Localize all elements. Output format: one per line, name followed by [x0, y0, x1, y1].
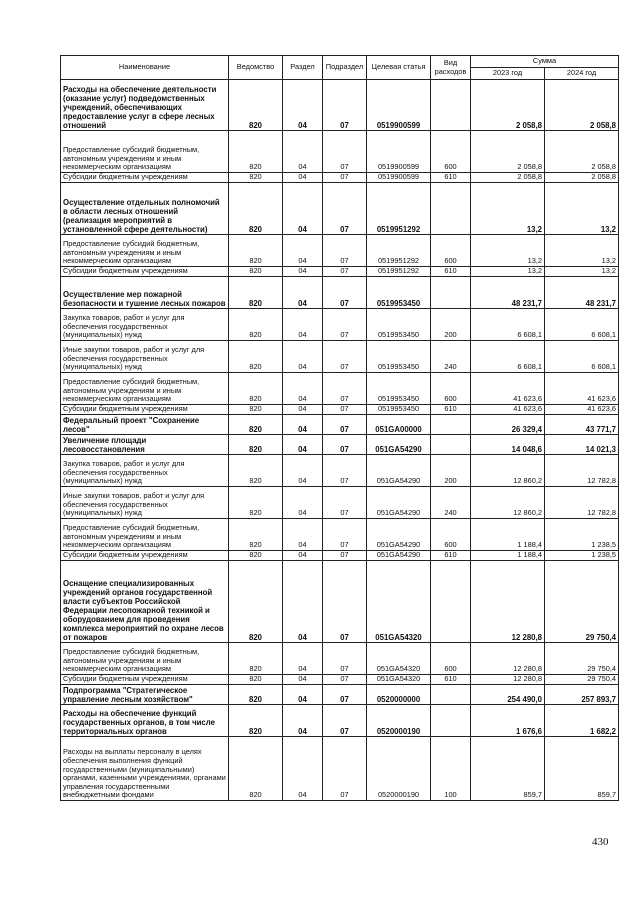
row-sum-2024: 12 782,8 [545, 487, 619, 519]
row-sum-2024: 257 893,7 [545, 685, 619, 705]
row-dept: 820 [229, 405, 283, 415]
row-sum-2023: 12 280,8 [471, 675, 545, 685]
row-name: Предоставление субсидий бюджетным, автономным учреждениям и иным некоммерческим организациям [61, 235, 229, 267]
header-subsection: Подраздел [323, 56, 367, 80]
row-dept: 820 [229, 309, 283, 341]
row-sum-2023: 26 329,4 [471, 415, 545, 435]
row-name: Субсидии бюджетным учреждениям [61, 675, 229, 685]
row-sum-2024: 13,2 [545, 235, 619, 267]
row-section: 04 [283, 455, 323, 487]
row-name: Закупка товаров, работ и услуг для обеспечения государственных (муниципальных) нужд [61, 309, 229, 341]
row-name: Оснащение специализированных учреждений органов государственной власти субъектов Российской Федерации лесопожарной техникой и оборудованием для проведения комплекса мероприятий по охране лесов от пожаров [61, 561, 229, 643]
table-row [61, 235, 619, 267]
row-type [431, 277, 471, 309]
header-sum: Сумма [471, 56, 619, 68]
row-sum-2023: 12 280,8 [471, 643, 545, 675]
row-type: 200 [431, 309, 471, 341]
row-target: 0519953450 [367, 405, 431, 415]
row-target: 0520000190 [367, 737, 431, 801]
row-sum-2023: 13,2 [471, 183, 545, 235]
table-row [61, 405, 619, 415]
row-sum-2023: 254 490,0 [471, 685, 545, 705]
row-sum-2024: 1 238,5 [545, 519, 619, 551]
row-sum-2023: 1 188,4 [471, 551, 545, 561]
row-section: 04 [283, 675, 323, 685]
row-sum-2023: 14 048,6 [471, 435, 545, 455]
table-row [61, 435, 619, 455]
row-sum-2024: 14 021,3 [545, 435, 619, 455]
row-sum-2024: 29 750,4 [545, 561, 619, 643]
row-dept: 820 [229, 435, 283, 455]
row-name: Увеличение площади лесовосстановления [61, 435, 229, 455]
row-type [431, 705, 471, 737]
row-subsection: 07 [323, 737, 367, 801]
row-name: Предоставление субсидий бюджетным, автономным учреждениям и иным некоммерческим организациям [61, 131, 229, 173]
row-sum-2023: 859,7 [471, 737, 545, 801]
row-type: 610 [431, 173, 471, 183]
row-section: 04 [283, 131, 323, 173]
row-type: 610 [431, 551, 471, 561]
row-type: 600 [431, 373, 471, 405]
row-sum-2023: 2 058,8 [471, 173, 545, 183]
row-subsection: 07 [323, 519, 367, 551]
row-dept: 820 [229, 183, 283, 235]
row-section: 04 [283, 415, 323, 435]
row-type: 600 [431, 131, 471, 173]
row-name: Федеральный проект "Сохранение лесов" [61, 415, 229, 435]
row-sum-2024: 13,2 [545, 267, 619, 277]
row-name: Предоставление субсидий бюджетным, автономным учреждениям и иным некоммерческим организациям [61, 643, 229, 675]
row-section: 04 [283, 80, 323, 131]
row-target: 0519953450 [367, 277, 431, 309]
row-section: 04 [283, 551, 323, 561]
row-dept: 820 [229, 675, 283, 685]
table-row [61, 675, 619, 685]
row-section: 04 [283, 561, 323, 643]
row-name: Субсидии бюджетным учреждениям [61, 405, 229, 415]
row-section: 04 [283, 405, 323, 415]
row-target: 0519900599 [367, 131, 431, 173]
row-sum-2024: 41 623,6 [545, 405, 619, 415]
table-row [61, 183, 619, 235]
row-sum-2024: 1 682,2 [545, 705, 619, 737]
row-section: 04 [283, 373, 323, 405]
budget-table [60, 55, 619, 801]
row-target: 0519953450 [367, 309, 431, 341]
row-section: 04 [283, 705, 323, 737]
row-type: 600 [431, 643, 471, 675]
table-row [61, 341, 619, 373]
table-row [61, 267, 619, 277]
row-sum-2023: 13,2 [471, 235, 545, 267]
row-dept: 820 [229, 173, 283, 183]
row-name: Осуществление мер пожарной безопасности и тушение лесных пожаров [61, 277, 229, 309]
row-subsection: 07 [323, 80, 367, 131]
row-target: 051GA54320 [367, 561, 431, 643]
row-dept: 820 [229, 487, 283, 519]
row-dept: 820 [229, 455, 283, 487]
row-target: 0519900599 [367, 173, 431, 183]
row-sum-2024: 29 750,4 [545, 643, 619, 675]
row-section: 04 [283, 235, 323, 267]
table-row [61, 415, 619, 435]
row-section: 04 [283, 643, 323, 675]
row-name: Расходы на обеспечение деятельности (оказание услуг) подведомственных учреждений, обеспечивающих предоставление услуг в сфере лесных отношений [61, 80, 229, 131]
row-type: 600 [431, 235, 471, 267]
row-subsection: 07 [323, 643, 367, 675]
row-sum-2024: 48 231,7 [545, 277, 619, 309]
row-section: 04 [283, 183, 323, 235]
row-sum-2023: 2 058,8 [471, 131, 545, 173]
row-target: 051GA54290 [367, 435, 431, 455]
row-target: 051GA54320 [367, 675, 431, 685]
row-sum-2024: 1 238,5 [545, 551, 619, 561]
row-target: 0520000000 [367, 685, 431, 705]
row-target: 051GA54290 [367, 487, 431, 519]
row-section: 04 [283, 435, 323, 455]
row-subsection: 07 [323, 131, 367, 173]
row-sum-2023: 41 623,6 [471, 373, 545, 405]
row-section: 04 [283, 341, 323, 373]
row-dept: 820 [229, 267, 283, 277]
header-dept: Ведомство [229, 56, 283, 80]
row-sum-2024: 859,7 [545, 737, 619, 801]
row-target: 0519900599 [367, 80, 431, 131]
table-row [61, 373, 619, 405]
row-name: Расходы на выплаты персоналу в целях обеспечения выполнения функций государственными (муниципальными) органами, казенными учреждениями, органами управления государственными внебюджетными фондами [61, 737, 229, 801]
table-row [61, 277, 619, 309]
row-subsection: 07 [323, 435, 367, 455]
budget-table-sheet [60, 55, 618, 801]
table-row [61, 455, 619, 487]
row-dept: 820 [229, 80, 283, 131]
table-row [61, 685, 619, 705]
row-sum-2024: 29 750,4 [545, 675, 619, 685]
table-row [61, 551, 619, 561]
row-section: 04 [283, 309, 323, 341]
row-section: 04 [283, 685, 323, 705]
row-sum-2024: 12 782,8 [545, 455, 619, 487]
table-row [61, 309, 619, 341]
row-sum-2023: 12 860,2 [471, 487, 545, 519]
row-section: 04 [283, 487, 323, 519]
row-subsection: 07 [323, 487, 367, 519]
header-name: Наименование [61, 56, 229, 80]
row-sum-2024: 2 058,8 [545, 80, 619, 131]
row-subsection: 07 [323, 267, 367, 277]
row-section: 04 [283, 277, 323, 309]
table-row [61, 80, 619, 131]
row-sum-2023: 6 608,1 [471, 309, 545, 341]
row-subsection: 07 [323, 551, 367, 561]
row-type [431, 685, 471, 705]
row-dept: 820 [229, 131, 283, 173]
row-name: Закупка товаров, работ и услуг для обеспечения государственных (муниципальных) нужд [61, 455, 229, 487]
row-sum-2024: 6 608,1 [545, 341, 619, 373]
row-target: 0520000190 [367, 705, 431, 737]
row-subsection: 07 [323, 455, 367, 487]
row-subsection: 07 [323, 415, 367, 435]
row-section: 04 [283, 267, 323, 277]
table-row [61, 643, 619, 675]
table-row [61, 561, 619, 643]
row-name: Предоставление субсидий бюджетным, автономным учреждениям и иным некоммерческим организациям [61, 519, 229, 551]
row-subsection: 07 [323, 173, 367, 183]
row-dept: 820 [229, 373, 283, 405]
row-type: 610 [431, 405, 471, 415]
row-name: Предоставление субсидий бюджетным, автономным учреждениям и иным некоммерческим организациям [61, 373, 229, 405]
row-name: Расходы на обеспечение функций государственных органов, в том числе территориальных органов [61, 705, 229, 737]
table-body [61, 80, 619, 801]
row-sum-2023: 1 676,6 [471, 705, 545, 737]
header-year-2024: 2024 год [545, 68, 619, 80]
row-sum-2023: 1 188,4 [471, 519, 545, 551]
row-sum-2024: 43 771,7 [545, 415, 619, 435]
row-type [431, 80, 471, 131]
row-target: 051GA54320 [367, 643, 431, 675]
row-dept: 820 [229, 705, 283, 737]
row-target: 0519951292 [367, 235, 431, 267]
row-dept: 820 [229, 277, 283, 309]
row-name: Иные закупки товаров, работ и услуг для обеспечения государственных (муниципальных) нужд [61, 487, 229, 519]
row-target: 0519953450 [367, 341, 431, 373]
row-target: 051GA54290 [367, 551, 431, 561]
row-sum-2024: 41 623,6 [545, 373, 619, 405]
header-type: Вид расходов [431, 56, 471, 80]
row-type [431, 561, 471, 643]
table-row [61, 737, 619, 801]
row-section: 04 [283, 173, 323, 183]
row-name: Осуществление отдельных полномочий в области лесных отношений (реализация мероприятий в установленной сфере деятельности) [61, 183, 229, 235]
table-header [61, 56, 619, 80]
row-dept: 820 [229, 341, 283, 373]
table-row [61, 487, 619, 519]
row-sum-2023: 12 860,2 [471, 455, 545, 487]
row-target: 051GA00000 [367, 415, 431, 435]
page-number: 430 [592, 836, 609, 848]
row-subsection: 07 [323, 705, 367, 737]
row-subsection: 07 [323, 685, 367, 705]
row-dept: 820 [229, 737, 283, 801]
row-type: 610 [431, 267, 471, 277]
header-year-2023: 2023 год [471, 68, 545, 80]
row-target: 0519951292 [367, 183, 431, 235]
row-target: 051GA54290 [367, 455, 431, 487]
row-type: 240 [431, 487, 471, 519]
row-section: 04 [283, 519, 323, 551]
row-sum-2023: 48 231,7 [471, 277, 545, 309]
row-type: 100 [431, 737, 471, 801]
row-sum-2024: 2 058,8 [545, 173, 619, 183]
row-sum-2024: 13,2 [545, 183, 619, 235]
row-section: 04 [283, 737, 323, 801]
row-subsection: 07 [323, 675, 367, 685]
row-name: Субсидии бюджетным учреждениям [61, 267, 229, 277]
row-name: Иные закупки товаров, работ и услуг для обеспечения государственных (муниципальных) нужд [61, 341, 229, 373]
row-type: 610 [431, 675, 471, 685]
row-sum-2023: 6 608,1 [471, 341, 545, 373]
row-sum-2023: 12 280,8 [471, 561, 545, 643]
row-type [431, 435, 471, 455]
row-target: 0519953450 [367, 373, 431, 405]
row-dept: 820 [229, 551, 283, 561]
table-row [61, 519, 619, 551]
header-target: Целевая статья [367, 56, 431, 80]
row-subsection: 07 [323, 309, 367, 341]
row-dept: 820 [229, 643, 283, 675]
row-sum-2024: 2 058,8 [545, 131, 619, 173]
table-row [61, 131, 619, 173]
row-dept: 820 [229, 415, 283, 435]
row-dept: 820 [229, 561, 283, 643]
row-name: Подпрограмма "Стратегическое управление лесным хозяйством" [61, 685, 229, 705]
header-section: Раздел [283, 56, 323, 80]
row-subsection: 07 [323, 341, 367, 373]
row-subsection: 07 [323, 183, 367, 235]
row-name: Субсидии бюджетным учреждениям [61, 173, 229, 183]
table-row [61, 705, 619, 737]
row-target: 0519951292 [367, 267, 431, 277]
row-dept: 820 [229, 685, 283, 705]
row-type [431, 183, 471, 235]
row-type: 240 [431, 341, 471, 373]
row-sum-2023: 2 058,8 [471, 80, 545, 131]
row-sum-2023: 41 623,6 [471, 405, 545, 415]
row-subsection: 07 [323, 405, 367, 415]
row-target: 051GA54290 [367, 519, 431, 551]
row-type [431, 415, 471, 435]
row-subsection: 07 [323, 373, 367, 405]
row-subsection: 07 [323, 561, 367, 643]
row-subsection: 07 [323, 277, 367, 309]
row-subsection: 07 [323, 235, 367, 267]
row-type: 600 [431, 519, 471, 551]
row-name: Субсидии бюджетным учреждениям [61, 551, 229, 561]
row-dept: 820 [229, 519, 283, 551]
row-sum-2023: 13,2 [471, 267, 545, 277]
row-sum-2024: 6 608,1 [545, 309, 619, 341]
table-row [61, 173, 619, 183]
row-type: 200 [431, 455, 471, 487]
row-dept: 820 [229, 235, 283, 267]
